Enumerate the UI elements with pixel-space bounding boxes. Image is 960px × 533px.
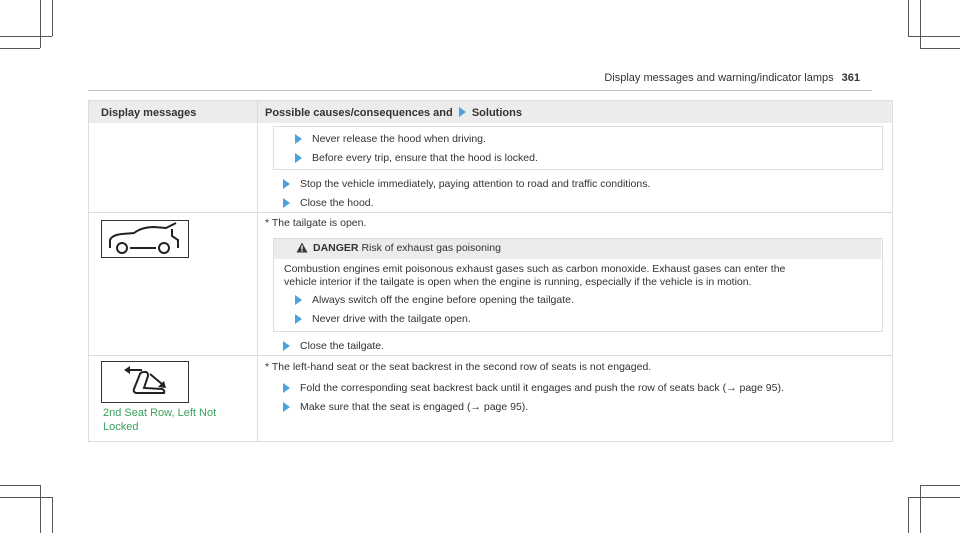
crop-mark xyxy=(0,485,40,486)
list-item: Before every trip, ensure that the hood is locked. xyxy=(312,152,538,164)
seat-icon-box xyxy=(101,361,189,403)
cause-text: * The left-hand seat or the seat backrest in the second row of seats is not engaged. xyxy=(265,361,652,373)
instruction-arrow-icon xyxy=(295,314,302,324)
row-divider xyxy=(89,212,892,213)
instruction-arrow-icon xyxy=(295,295,302,305)
display-messages-table xyxy=(88,100,893,442)
column-header-display-messages: Display messages xyxy=(101,107,197,119)
crop-mark xyxy=(920,0,921,48)
column-divider xyxy=(257,101,258,441)
column-header-causes-label: Possible causes/consequences and xyxy=(265,107,453,119)
icon-label: 2nd Seat Row, Left Not xyxy=(103,407,217,419)
tailgate-open-car-icon xyxy=(102,221,188,257)
header-rule xyxy=(88,90,872,91)
list-item: Never release the hood when driving. xyxy=(312,133,486,145)
crop-mark xyxy=(40,0,41,48)
instruction-arrow-icon xyxy=(283,198,290,208)
danger-text: Combustion engines emit poisonous exhaust gases such as carbon monoxide. Exhaust gases can enter the xyxy=(284,263,786,275)
crop-mark xyxy=(908,497,909,533)
crop-mark xyxy=(920,485,921,533)
cause-text: * The tailgate is open. xyxy=(265,217,367,229)
icon-label: Locked xyxy=(103,421,139,433)
instruction-arrow-icon xyxy=(295,134,302,144)
crop-mark xyxy=(52,0,53,36)
instruction-arrow-icon xyxy=(295,153,302,163)
running-head xyxy=(604,72,860,84)
crop-mark xyxy=(0,497,52,498)
column-header-solutions-label: Solutions xyxy=(471,107,522,119)
instruction-arrow-icon xyxy=(283,341,290,351)
list-item: Stop the vehicle immediately, paying attention to road and traffic conditions. xyxy=(300,178,651,190)
list-item: Never drive with the tailgate open. xyxy=(312,313,471,325)
list-item: Close the hood. xyxy=(300,197,374,209)
list-item: Always switch off the engine before opening the tailgate. xyxy=(312,294,574,306)
instruction-arrow-icon xyxy=(283,179,290,189)
warning-triangle-icon xyxy=(296,242,308,253)
instruction-arrow-icon xyxy=(283,383,290,393)
danger-title-text: Risk of exhaust gas poisoning xyxy=(361,242,501,254)
list-item: Make sure that the seat is engaged (→ page 95). xyxy=(300,401,529,413)
crop-mark xyxy=(0,48,40,49)
danger-label: DANGER xyxy=(313,242,359,254)
tailgate-icon-box xyxy=(101,220,189,258)
crop-mark xyxy=(908,497,960,498)
running-head-title: Display messages and warning/indicator lamps xyxy=(604,72,834,84)
seat-backrest-icon xyxy=(102,362,188,402)
list-item: Fold the corresponding seat backrest back until it engages and push the row of seats back (→ page 95). xyxy=(300,382,784,394)
crop-mark xyxy=(40,485,41,533)
crop-mark xyxy=(908,36,960,37)
instruction-arrow-icon xyxy=(283,402,290,412)
crop-mark xyxy=(0,36,52,37)
danger-text: vehicle interior if the tailgate is open when the engine is running, especially if the vehicle is in motion. xyxy=(284,276,752,288)
page-number: 361 xyxy=(841,72,860,84)
row-divider xyxy=(89,355,892,356)
crop-mark xyxy=(920,485,960,486)
danger-title xyxy=(313,242,501,255)
crop-mark xyxy=(920,48,960,49)
list-item: Close the tailgate. xyxy=(300,340,385,352)
column-header-causes xyxy=(265,107,522,119)
crop-mark xyxy=(908,0,909,36)
crop-mark xyxy=(52,497,53,533)
solutions-arrow-icon xyxy=(459,107,466,117)
